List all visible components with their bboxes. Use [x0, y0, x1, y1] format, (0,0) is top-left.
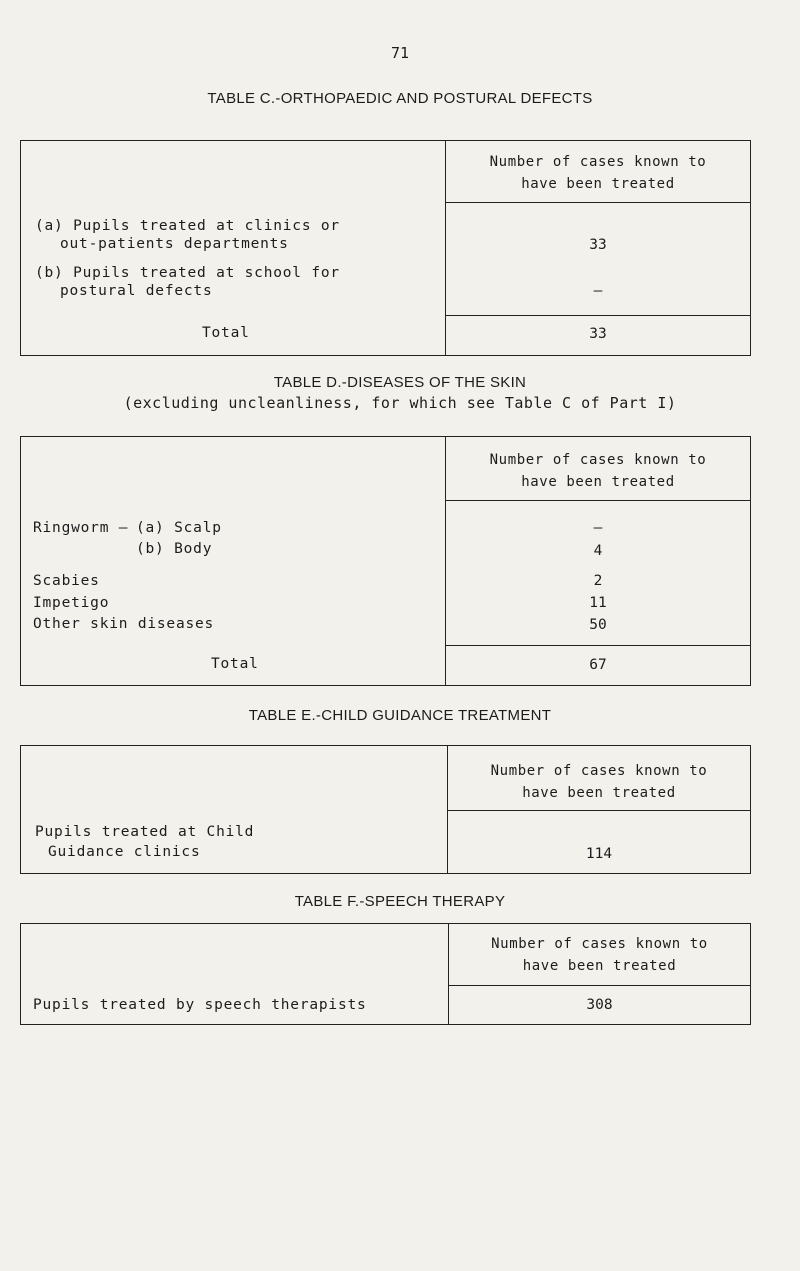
column-header-line1: Number of cases known to — [491, 936, 708, 952]
scabies-value: 2 — [593, 573, 603, 589]
body-label: (b) Body — [136, 541, 213, 557]
table-d-subtitle: (excluding uncleanliness, for which see Table C of Part I) — [123, 394, 677, 412]
row-b-value: – — [593, 283, 603, 299]
table-c-header-rule — [445, 202, 751, 203]
child-guidance-label-1: Pupils treated at Child — [35, 824, 255, 840]
other-skin-value: 50 — [589, 617, 607, 633]
speech-therapy-label: Pupils treated by speech therapists — [33, 997, 367, 1013]
child-guidance-value: 114 — [585, 846, 613, 862]
impetigo-value: 11 — [589, 595, 607, 611]
table-e-column-header — [447, 760, 751, 804]
table-c-title: TABLE C.-ORTHOPAEDIC AND POSTURAL DEFECTS — [207, 90, 593, 107]
table-d-title: TABLE D.-DISEASES OF THE SKIN — [273, 374, 527, 391]
body-value: 4 — [593, 543, 603, 559]
table-d-header-rule — [445, 500, 751, 501]
impetigo-label: Impetigo — [33, 595, 110, 611]
scalp-value: – — [593, 520, 603, 536]
child-guidance-label-2: Guidance clinics — [48, 844, 201, 860]
scabies-label: Scabies — [33, 573, 100, 589]
other-skin-label: Other skin diseases — [33, 616, 215, 632]
table-d-total-label: Total — [211, 656, 259, 672]
table-c-column-header — [445, 151, 751, 195]
page-number: 71 — [390, 44, 410, 62]
table-f-column-header — [448, 933, 751, 977]
column-header-line2: have been treated — [522, 958, 677, 974]
table-f-header-rule — [448, 985, 751, 986]
table-f-title: TABLE F.-SPEECH THERAPY — [294, 893, 506, 910]
row-a-label-1: (a) Pupils treated at clinics or — [35, 218, 340, 234]
table-c-total-value: 33 — [589, 326, 607, 342]
row-a-label-2: out-patients departments — [60, 236, 289, 252]
ringworm-label: Ringworm – — [33, 520, 129, 536]
row-b-label-2: postural defects — [60, 283, 213, 299]
row-a-value: 33 — [589, 237, 607, 253]
speech-therapy-value: 308 — [586, 997, 613, 1013]
table-c-total-label: Total — [202, 325, 250, 341]
scalp-label: (a) Scalp — [136, 520, 222, 536]
column-header-line2: have been treated — [521, 474, 675, 490]
column-header-line2: have been treated — [522, 785, 676, 801]
row-b-label-1: (b) Pupils treated at school for — [35, 265, 340, 281]
column-header-line1: Number of cases known to — [489, 154, 707, 170]
table-d-total-value: 67 — [589, 657, 607, 673]
table-d-total-rule — [445, 645, 751, 646]
table-e-header-rule — [447, 810, 751, 811]
table-c-total-rule — [445, 315, 751, 316]
column-header-line1: Number of cases known to — [490, 763, 708, 779]
table-d-column-header — [445, 449, 751, 493]
column-header-line2: have been treated — [521, 176, 675, 192]
column-header-line1: Number of cases known to — [489, 452, 707, 468]
table-e-title: TABLE E.-CHILD GUIDANCE TREATMENT — [248, 707, 552, 724]
